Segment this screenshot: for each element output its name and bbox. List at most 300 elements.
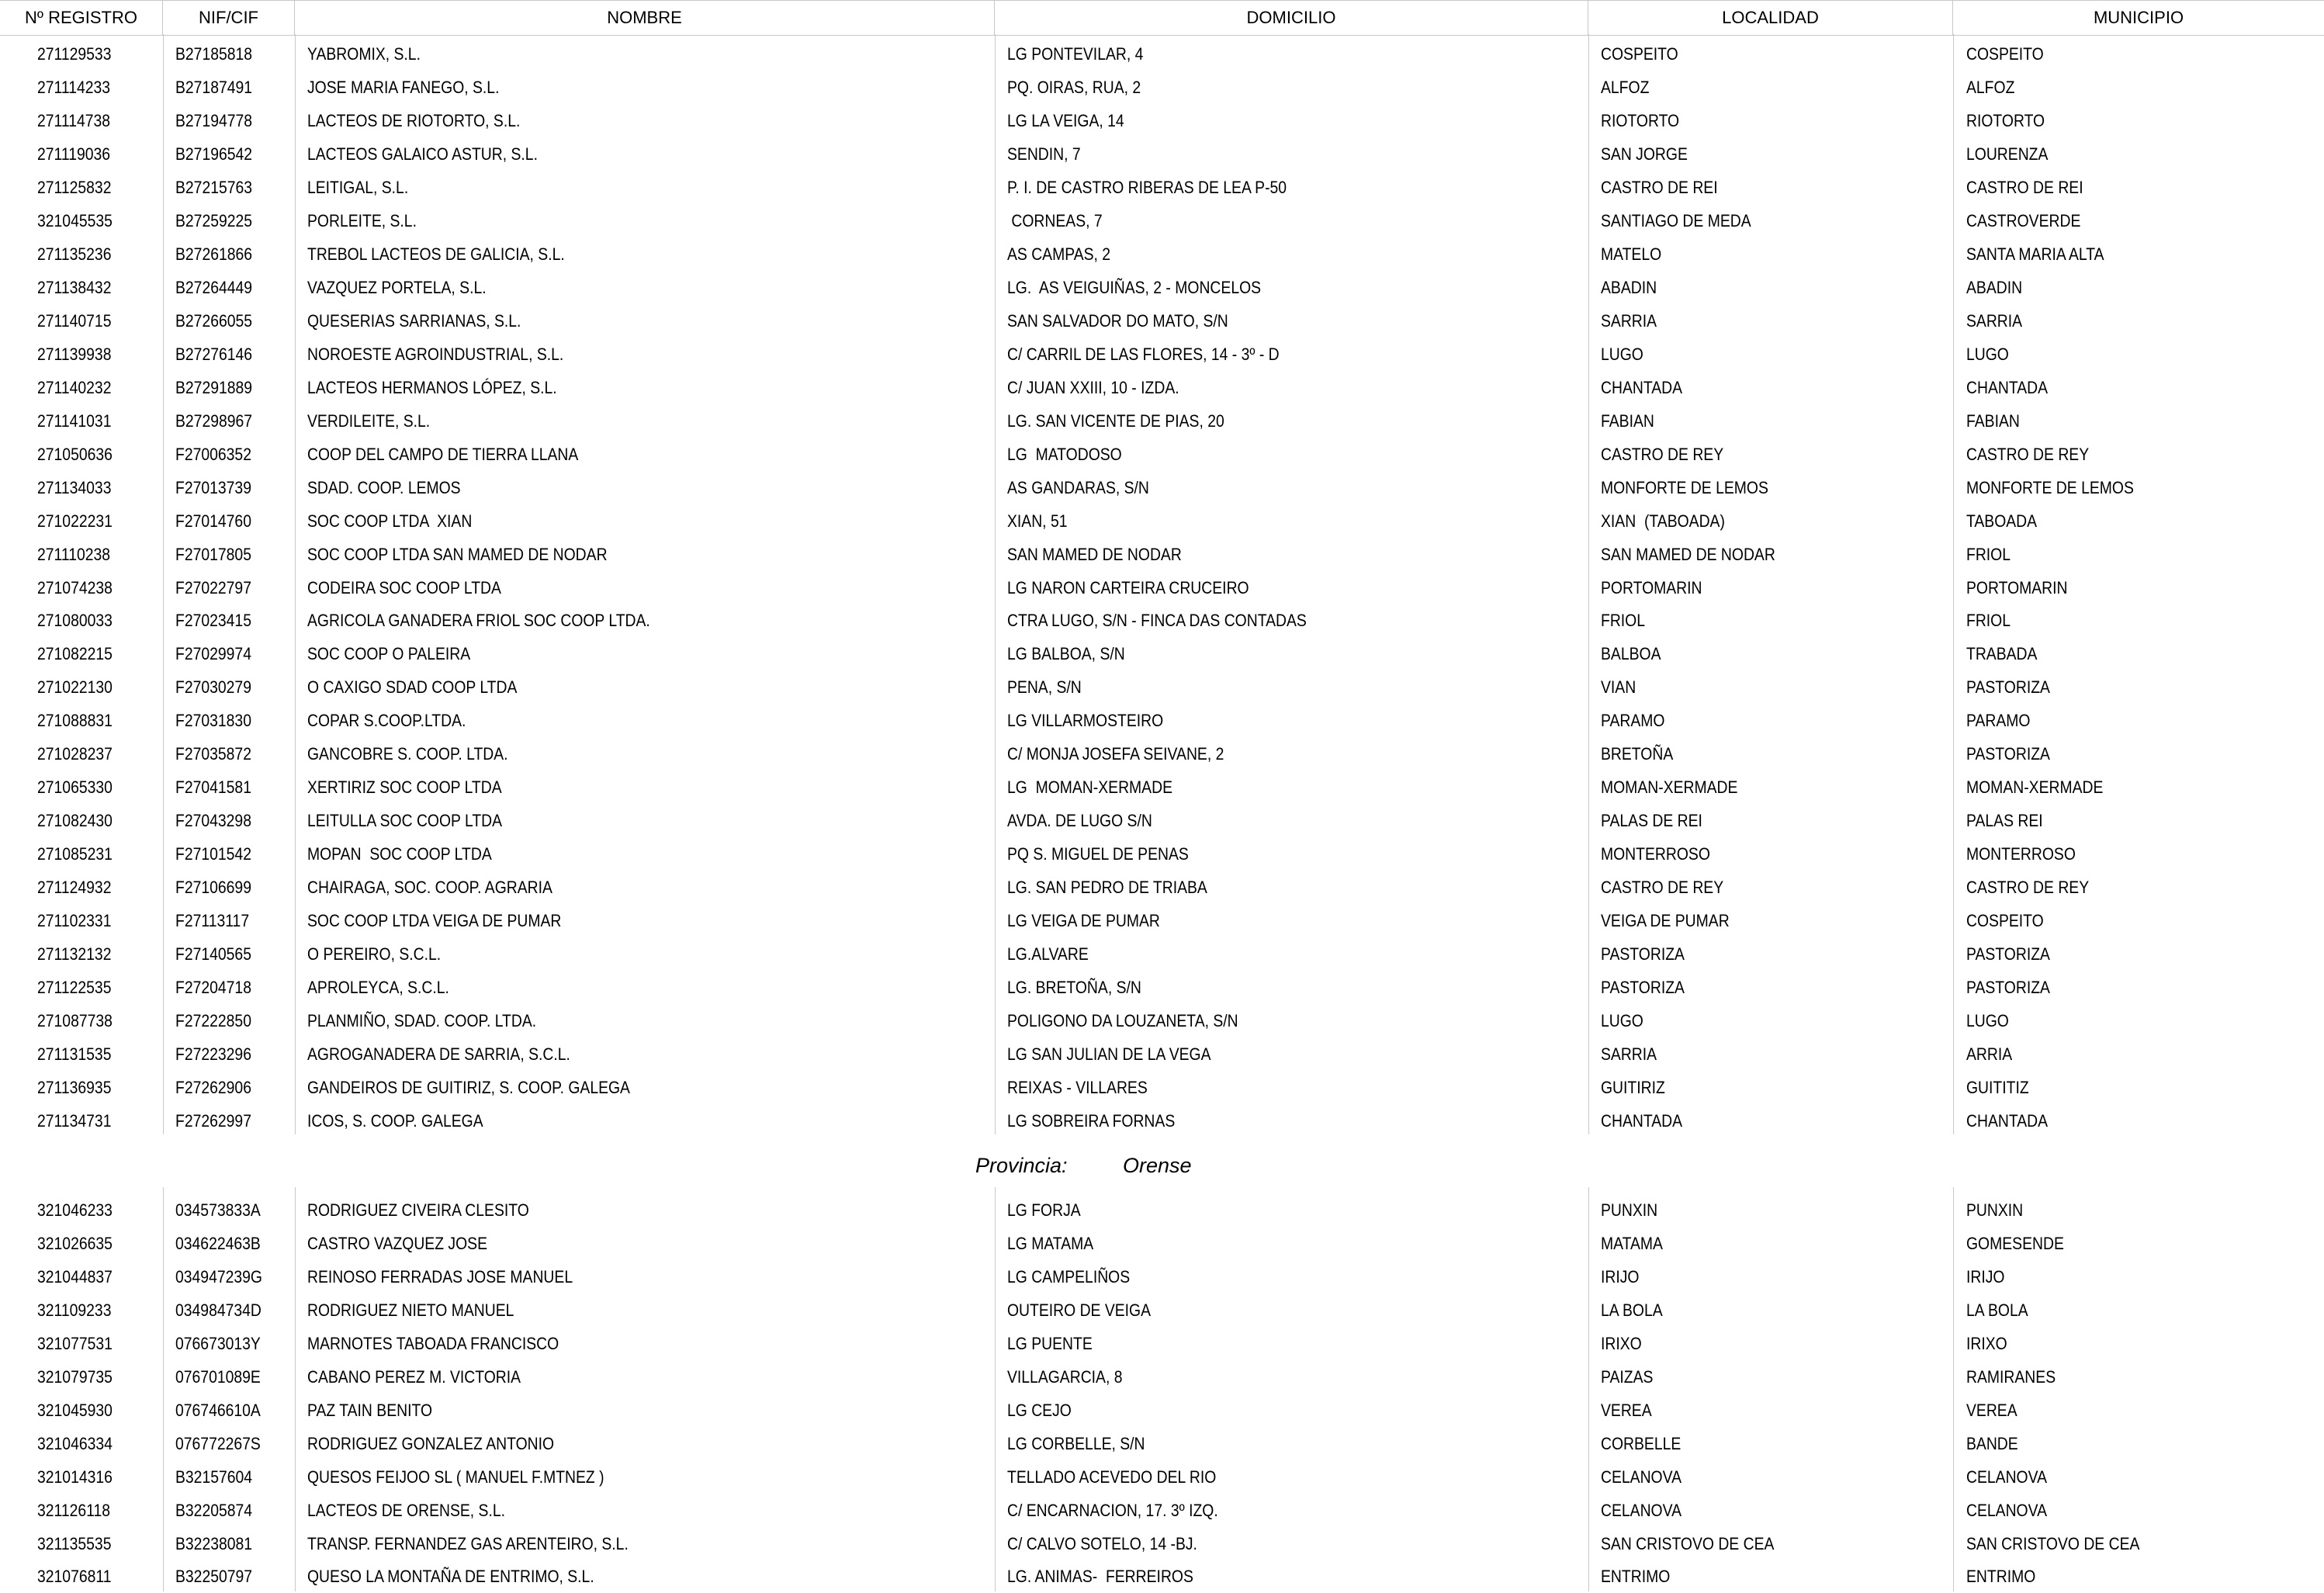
cell-municipio: ENTRIMO	[1966, 1567, 2036, 1587]
cell-nif: B27185818	[175, 44, 253, 64]
cell-registro: 321026635	[37, 1233, 113, 1253]
cell-domicilio: CTRA LUGO, S/N - FINCA DAS CONTADAS	[1007, 611, 1307, 631]
cell-municipio: CASTRO DE REY	[1966, 878, 2090, 898]
table-row	[0, 571, 2324, 604]
cell-municipio: ARRIA	[1966, 1044, 2013, 1065]
cell-nombre: GANCOBRE S. COOP. LTDA.	[307, 744, 508, 764]
cell-municipio: CASTRO DE REI	[1966, 177, 2083, 197]
cell-registro: 321044837	[37, 1266, 113, 1287]
cell-nombre: XERTIRIZ SOC COOP LTDA	[307, 777, 502, 798]
cell-nif: 034984734D	[175, 1300, 261, 1320]
cell-localidad: GUITIRIZ	[1601, 1078, 1665, 1098]
cell-municipio: TRABADA	[1966, 644, 2038, 664]
cell-localidad: ALFOZ	[1601, 77, 1650, 97]
cell-municipio: PASTORIZA	[1966, 677, 2050, 698]
header-nif: NIF/CIF	[163, 1, 295, 35]
table-row	[0, 804, 2324, 837]
cell-municipio: MOMAN-XERMADE	[1966, 777, 2104, 798]
cell-registro: 271124932	[37, 878, 112, 898]
cell-municipio: LA BOLA	[1966, 1300, 2028, 1320]
cell-domicilio: AS CAMPAS, 2	[1007, 244, 1111, 264]
cell-domicilio: PENA, S/N	[1007, 677, 1082, 698]
cell-domicilio: POLIGONO DA LOUZANETA, S/N	[1007, 1011, 1238, 1031]
cell-domicilio: LG. SAN PEDRO DE TRIABA	[1007, 878, 1207, 898]
cell-nif: F27023415	[175, 611, 251, 631]
cell-nombre: JOSE MARIA FANEGO, S.L.	[307, 77, 500, 97]
cell-registro: 271082430	[37, 811, 113, 831]
cell-municipio: CELANOVA	[1966, 1467, 2048, 1487]
cell-nif: F27262906	[175, 1078, 251, 1098]
cell-municipio: ABADIN	[1966, 277, 2023, 297]
cell-municipio: LUGO	[1966, 1011, 2009, 1031]
cell-localidad: XIAN (TABOADA)	[1601, 511, 1725, 531]
cell-registro: 271028237	[37, 744, 113, 764]
table-row	[0, 904, 2324, 937]
cell-localidad: CELANOVA	[1601, 1467, 1682, 1487]
table-row	[0, 1104, 2324, 1138]
header-domicilio: DOMICILIO	[995, 1, 1588, 35]
table-row	[0, 637, 2324, 670]
cell-nif: B27187491	[175, 77, 253, 97]
cell-domicilio: LG.ALVARE	[1007, 944, 1089, 964]
cell-registro: 321045535	[37, 210, 113, 230]
cell-registro: 271022130	[37, 677, 113, 698]
cell-registro: 271085231	[37, 844, 113, 864]
cell-localidad: BRETOÑA	[1601, 744, 1674, 764]
cell-localidad: CHANTADA	[1601, 1111, 1683, 1131]
cell-domicilio: SENDIN, 7	[1007, 144, 1081, 164]
cell-registro: 271087738	[37, 1011, 113, 1031]
cell-nif: B27266055	[175, 310, 253, 331]
cell-domicilio: LG CEJO	[1007, 1400, 1072, 1420]
cell-nombre: REINOSO FERRADAS JOSE MANUEL	[307, 1266, 573, 1287]
cell-registro: 271082215	[37, 644, 113, 664]
cell-nombre: PAZ TAIN BENITO	[307, 1400, 433, 1420]
table-row	[0, 771, 2324, 804]
cell-domicilio: LG LA VEIGA, 14	[1007, 110, 1124, 130]
cell-nif: F27113117	[175, 911, 250, 931]
cell-registro: 321046233	[37, 1200, 113, 1220]
cell-nombre: COPAR S.COOP.LTDA.	[307, 711, 466, 731]
cell-domicilio: LG MATAMA	[1007, 1233, 1094, 1253]
cell-nombre: NOROESTE AGROINDUSTRIAL, S.L.	[307, 344, 564, 364]
cell-nif: F27262997	[175, 1111, 251, 1131]
table-row	[0, 1037, 2324, 1071]
cell-registro: 271110238	[37, 544, 111, 564]
cell-nombre: MOPAN SOC COOP LTDA	[307, 844, 492, 864]
table-row	[0, 1394, 2324, 1427]
cell-localidad: PAIZAS	[1601, 1366, 1654, 1387]
table-row	[0, 37, 2324, 71]
cell-nif: F27006352	[175, 444, 251, 464]
cell-registro: 271102331	[37, 911, 112, 931]
cell-nombre: QUESOS FEIJOO SL ( MANUEL F.MTNEZ )	[307, 1467, 604, 1487]
cell-nif: B27276146	[175, 344, 253, 364]
table-row	[0, 371, 2324, 404]
cell-nif: B27259225	[175, 210, 253, 230]
header-localidad: LOCALIDAD	[1588, 1, 1953, 35]
table-row	[0, 1071, 2324, 1104]
cell-localidad: VEREA	[1601, 1400, 1652, 1420]
table-row	[0, 404, 2324, 438]
cell-municipio: CELANOVA	[1966, 1500, 2048, 1520]
cell-nombre: LEITIGAL, S.L.	[307, 177, 409, 197]
cell-localidad: BALBOA	[1601, 644, 1661, 664]
cell-nombre: MARNOTES TABOADA FRANCISCO	[307, 1333, 559, 1353]
cell-registro: 271125832	[37, 177, 112, 197]
cell-localidad: SAN MAMED DE NODAR	[1601, 544, 1775, 564]
cell-nif: F27022797	[175, 577, 251, 597]
province-name: Orense	[1123, 1154, 1192, 1177]
cell-registro: 271138432	[37, 277, 112, 297]
cell-localidad: COSPEITO	[1601, 44, 1678, 64]
cell-nombre: SOC COOP LTDA VEIGA DE PUMAR	[307, 911, 562, 931]
cell-domicilio: LG PONTEVILAR, 4	[1007, 44, 1144, 64]
cell-domicilio: LG SAN JULIAN DE LA VEGA	[1007, 1044, 1211, 1065]
cell-localidad: RIOTORTO	[1601, 110, 1680, 130]
table-row	[0, 837, 2324, 871]
cell-domicilio: TELLADO ACEVEDO DEL RIO	[1007, 1467, 1217, 1487]
table-row	[0, 171, 2324, 204]
cell-localidad: CASTRO DE REY	[1601, 444, 1724, 464]
cell-nombre: O PEREIRO, S.C.L.	[307, 944, 442, 964]
cell-localidad: PORTOMARIN	[1601, 577, 1702, 597]
cell-registro: 271080033	[37, 611, 113, 631]
cell-localidad: ENTRIMO	[1601, 1567, 1671, 1587]
cell-registro: 271132132	[37, 944, 112, 964]
cell-registro: 321135535	[37, 1533, 112, 1553]
table-row	[0, 338, 2324, 371]
cell-nombre: SOC COOP O PALEIRA	[307, 644, 471, 664]
cell-registro: 271114233	[37, 77, 111, 97]
cell-nombre: RODRIGUEZ GONZALEZ ANTONIO	[307, 1433, 555, 1453]
cell-nif: F27223296	[175, 1044, 251, 1065]
cell-nif: B27194778	[175, 110, 253, 130]
cell-registro: 321126118	[37, 1500, 111, 1520]
table-row	[0, 704, 2324, 737]
cell-registro: 271074238	[37, 577, 113, 597]
cell-localidad: MATAMA	[1601, 1233, 1663, 1253]
cell-registro: 321076811	[37, 1567, 112, 1587]
cell-localidad: SARRIA	[1601, 310, 1657, 331]
cell-nombre: O CAXIGO SDAD COOP LTDA	[307, 677, 518, 698]
cell-nombre: LACTEOS HERMANOS LÓPEZ, S.L.	[307, 377, 557, 397]
cell-nif: B32205874	[175, 1500, 253, 1520]
cell-nombre: COOP DEL CAMPO DE TIERRA LLANA	[307, 444, 579, 464]
cell-domicilio: LG BALBOA, S/N	[1007, 644, 1125, 664]
cell-domicilio: LG NARON CARTEIRA CRUCEIRO	[1007, 577, 1249, 597]
cell-domicilio: LG. ANIMAS- FERREIROS	[1007, 1567, 1193, 1587]
cell-localidad: VIAN	[1601, 677, 1636, 698]
cell-nif: B27196542	[175, 144, 253, 164]
cell-localidad: FABIAN	[1601, 410, 1654, 431]
table-row	[0, 1560, 2324, 1593]
cell-domicilio: AS GANDARAS, S/N	[1007, 477, 1149, 497]
cell-municipio: SANTA MARIA ALTA	[1966, 244, 2104, 264]
table-row	[0, 237, 2324, 271]
cell-nombre: VERDILEITE, S.L.	[307, 410, 431, 431]
cell-domicilio: XIAN, 51	[1007, 511, 1068, 531]
cell-municipio: COSPEITO	[1966, 44, 2044, 64]
cell-localidad: SAN CRISTOVO DE CEA	[1601, 1533, 1775, 1553]
cell-nombre: TRANSP. FERNANDEZ GAS ARENTEIRO, S.L.	[307, 1533, 629, 1553]
cell-localidad: MOMAN-XERMADE	[1601, 777, 1738, 798]
cell-nif: F27030279	[175, 677, 251, 698]
table-row	[0, 438, 2324, 471]
cell-nif: B32250797	[175, 1567, 253, 1587]
cell-domicilio: SAN MAMED DE NODAR	[1007, 544, 1182, 564]
cell-domicilio: C/ CALVO SOTELO, 14 -BJ.	[1007, 1533, 1197, 1553]
cell-localidad: LA BOLA	[1601, 1300, 1663, 1320]
cell-localidad: CELANOVA	[1601, 1500, 1682, 1520]
cell-localidad: SAN JORGE	[1601, 144, 1688, 164]
cell-domicilio: LG VEIGA DE PUMAR	[1007, 911, 1160, 931]
cell-domicilio: LG. BRETOÑA, S/N	[1007, 978, 1141, 998]
cell-localidad: CORBELLE	[1601, 1433, 1682, 1453]
cell-municipio: PUNXIN	[1966, 1200, 2024, 1220]
cell-nif: B27298967	[175, 410, 253, 431]
cell-municipio: PASTORIZA	[1966, 944, 2050, 964]
cell-registro: 271119036	[37, 144, 111, 164]
table-row	[0, 1260, 2324, 1293]
table-row	[0, 1227, 2324, 1260]
cell-nombre: QUESO LA MONTAÑA DE ENTRIMO, S.L.	[307, 1567, 594, 1587]
cell-municipio: IRIJO	[1966, 1266, 2005, 1287]
cell-nombre: VAZQUEZ PORTELA, S.L.	[307, 277, 487, 297]
cell-nif: 076701089E	[175, 1366, 261, 1387]
cell-registro: 271131535	[37, 1044, 112, 1065]
cell-nif: F27106699	[175, 878, 251, 898]
cell-domicilio: C/ CARRIL DE LAS FLORES, 14 - 3º - D	[1007, 344, 1280, 364]
cell-nombre: AGROGANADERA DE SARRIA, S.C.L.	[307, 1044, 570, 1065]
cell-nif: B27291889	[175, 377, 253, 397]
cell-localidad: MATELO	[1601, 244, 1662, 264]
cell-domicilio: LG CAMPELIÑOS	[1007, 1266, 1131, 1287]
cell-domicilio: LG CORBELLE, S/N	[1007, 1433, 1145, 1453]
cell-registro: 271140715	[37, 310, 112, 331]
cell-municipio: ALFOZ	[1966, 77, 2015, 97]
cell-nombre: SOC COOP LTDA SAN MAMED DE NODAR	[307, 544, 608, 564]
table-row	[0, 937, 2324, 971]
cell-nombre: CODEIRA SOC COOP LTDA	[307, 577, 501, 597]
cell-nif: B27215763	[175, 177, 253, 197]
cell-municipio: CHANTADA	[1966, 377, 2049, 397]
cell-domicilio: LG FORJA	[1007, 1200, 1081, 1220]
cell-nif: 076673013Y	[175, 1333, 261, 1353]
cell-localidad: MONTERROSO	[1601, 844, 1710, 864]
table-row	[0, 204, 2324, 237]
cell-municipio: FABIAN	[1966, 410, 2020, 431]
cell-registro: 271114738	[37, 110, 111, 130]
cell-municipio: PASTORIZA	[1966, 978, 2050, 998]
cell-localidad: CASTRO DE REI	[1601, 177, 1718, 197]
cell-registro: 271141031	[37, 410, 112, 431]
cell-nif: F27043298	[175, 811, 251, 831]
cell-localidad: PARAMO	[1601, 711, 1665, 731]
cell-domicilio: AVDA. DE LUGO S/N	[1007, 811, 1152, 831]
cell-nif: 076772267S	[175, 1433, 261, 1453]
cell-nif: 034573833A	[175, 1200, 261, 1220]
cell-domicilio: LG SOBREIRA FORNAS	[1007, 1111, 1176, 1131]
table-row	[0, 670, 2324, 704]
cell-localidad: CASTRO DE REY	[1601, 878, 1724, 898]
cell-nombre: LACTEOS GALAICO ASTUR, S.L.	[307, 144, 538, 164]
cell-nombre: SOC COOP LTDA XIAN	[307, 511, 473, 531]
cell-localidad: PASTORIZA	[1601, 944, 1685, 964]
cell-registro: 321046334	[37, 1433, 113, 1453]
cell-domicilio: CORNEAS, 7	[1007, 210, 1103, 230]
cell-localidad: ABADIN	[1601, 277, 1657, 297]
cell-municipio: CHANTADA	[1966, 1111, 2049, 1131]
cell-nombre: PLANMIÑO, SDAD. COOP. LTDA.	[307, 1011, 537, 1031]
cell-localidad: IRIXO	[1601, 1333, 1642, 1353]
cell-nif: B32238081	[175, 1533, 253, 1553]
cell-domicilio: SAN SALVADOR DO MATO, S/N	[1007, 310, 1228, 331]
cell-nombre: AGRICOLA GANADERA FRIOL SOC COOP LTDA.	[307, 611, 650, 631]
cell-nombre: LACTEOS DE ORENSE, S.L.	[307, 1500, 505, 1520]
cell-registro: 271065330	[37, 777, 113, 798]
cell-municipio: VEREA	[1966, 1400, 2017, 1420]
cell-domicilio: REIXAS - VILLARES	[1007, 1078, 1148, 1098]
cell-domicilio: PQ S. MIGUEL DE PENAS	[1007, 844, 1189, 864]
cell-nif: F27222850	[175, 1011, 251, 1031]
cell-nombre: QUESERIAS SARRIANAS, S.L.	[307, 310, 521, 331]
cell-municipio: IRIXO	[1966, 1333, 2007, 1353]
cell-nombre: GANDEIROS DE GUITIRIZ, S. COOP. GALEGA	[307, 1078, 630, 1098]
table-row	[0, 1494, 2324, 1527]
table-row	[0, 871, 2324, 904]
cell-nif: F27031830	[175, 711, 251, 731]
cell-domicilio: P. I. DE CASTRO RIBERAS DE LEA P-50	[1007, 177, 1287, 197]
cell-localidad: VEIGA DE PUMAR	[1601, 911, 1730, 931]
cell-municipio: BANDE	[1966, 1433, 2018, 1453]
cell-registro: 321079735	[37, 1366, 113, 1387]
cell-nif: F27204718	[175, 978, 251, 998]
cell-domicilio: LG VILLARMOSTEIRO	[1007, 711, 1164, 731]
cell-domicilio: C/ JUAN XXIII, 10 - IZDA.	[1007, 377, 1179, 397]
cell-registro: 271134731	[37, 1111, 112, 1131]
cell-localidad: CHANTADA	[1601, 377, 1683, 397]
cell-localidad: SARRIA	[1601, 1044, 1657, 1065]
header-nombre: NOMBRE	[295, 1, 995, 35]
cell-municipio: CASTRO DE REY	[1966, 444, 2090, 464]
cell-municipio: GOMESENDE	[1966, 1233, 2064, 1253]
cell-municipio: MONFORTE DE LEMOS	[1966, 477, 2134, 497]
cell-nif: F27140565	[175, 944, 251, 964]
table-row	[0, 504, 2324, 538]
cell-localidad: PASTORIZA	[1601, 978, 1685, 998]
cell-municipio: CASTROVERDE	[1966, 210, 2081, 230]
table-row	[0, 1293, 2324, 1327]
cell-localidad: IRIJO	[1601, 1266, 1640, 1287]
cell-localidad: PUNXIN	[1601, 1200, 1658, 1220]
cell-registro: 271088831	[37, 711, 113, 731]
cell-domicilio: LG. AS VEIGUIÑAS, 2 - MONCELOS	[1007, 277, 1262, 297]
cell-municipio: GUITITIZ	[1966, 1078, 2029, 1098]
cell-domicilio: OUTEIRO DE VEIGA	[1007, 1300, 1152, 1320]
table-row	[0, 271, 2324, 304]
cell-nombre: TREBOL LACTEOS DE GALICIA, S.L.	[307, 244, 565, 264]
cell-registro: 271139938	[37, 344, 112, 364]
cell-registro: 271050636	[37, 444, 113, 464]
table-row	[0, 604, 2324, 637]
cell-localidad: LUGO	[1601, 1011, 1643, 1031]
cell-nombre: APROLEYCA, S.C.L.	[307, 978, 449, 998]
header-registro: Nº REGISTRO	[0, 1, 163, 35]
cell-municipio: COSPEITO	[1966, 911, 2044, 931]
cell-domicilio: VILLAGARCIA, 8	[1007, 1366, 1123, 1387]
cell-nif: F27029974	[175, 644, 251, 664]
cell-nif: F27013739	[175, 477, 251, 497]
table-row	[0, 1460, 2324, 1494]
cell-nif: F27035872	[175, 744, 251, 764]
cell-municipio: LUGO	[1966, 344, 2009, 364]
cell-municipio: FRIOL	[1966, 544, 2011, 564]
cell-registro: 321109233	[37, 1300, 112, 1320]
cell-registro: 321077531	[37, 1333, 113, 1353]
table-row	[0, 971, 2324, 1004]
table-header	[0, 0, 2324, 36]
cell-registro: 271136935	[37, 1078, 112, 1098]
cell-municipio: PASTORIZA	[1966, 744, 2050, 764]
cell-registro: 271140232	[37, 377, 112, 397]
cell-registro: 271022231	[37, 511, 113, 531]
cell-registro: 271122535	[37, 978, 112, 998]
cell-localidad: SANTIAGO DE MEDA	[1601, 210, 1751, 230]
cell-municipio: SAN CRISTOVO DE CEA	[1966, 1533, 2140, 1553]
cell-municipio: PALAS REI	[1966, 811, 2043, 831]
cell-nombre: CHAIRAGA, SOC. COOP. AGRARIA	[307, 878, 552, 898]
cell-nombre: RODRIGUEZ NIETO MANUEL	[307, 1300, 514, 1320]
table-row	[0, 71, 2324, 104]
cell-domicilio: LG. SAN VICENTE DE PIAS, 20	[1007, 410, 1224, 431]
cell-municipio: MONTERROSO	[1966, 844, 2076, 864]
cell-nif: F27101542	[175, 844, 251, 864]
cell-domicilio: LG MATODOSO	[1007, 444, 1122, 464]
cell-nombre: RODRIGUEZ CIVEIRA CLESITO	[307, 1200, 529, 1220]
cell-registro: 271129533	[37, 44, 112, 64]
cell-nombre: ICOS, S. COOP. GALEGA	[307, 1111, 483, 1131]
cell-localidad: FRIOL	[1601, 611, 1646, 631]
cell-municipio: PORTOMARIN	[1966, 577, 2068, 597]
province-label: Provincia:	[975, 1154, 1068, 1177]
table-row	[0, 471, 2324, 504]
table-row	[0, 1360, 2324, 1394]
cell-nif: 034622463B	[175, 1233, 261, 1253]
cell-municipio: PARAMO	[1966, 711, 2031, 731]
cell-registro: 321045930	[37, 1400, 113, 1420]
cell-registro: 271134033	[37, 477, 112, 497]
cell-domicilio: C/ MONJA JOSEFA SEIVANE, 2	[1007, 744, 1224, 764]
cell-nif: F27014760	[175, 511, 251, 531]
cell-municipio: RAMIRANES	[1966, 1366, 2056, 1387]
cell-localidad: LUGO	[1601, 344, 1643, 364]
cell-localidad: PALAS DE REI	[1601, 811, 1702, 831]
cell-nif: F27017805	[175, 544, 251, 564]
cell-municipio: SARRIA	[1966, 310, 2023, 331]
cell-domicilio: LG MOMAN-XERMADE	[1007, 777, 1172, 798]
table-row	[0, 1004, 2324, 1037]
table-row	[0, 538, 2324, 571]
cell-domicilio: LG PUENTE	[1007, 1333, 1093, 1353]
cell-localidad: MONFORTE DE LEMOS	[1601, 477, 1768, 497]
table-row	[0, 1327, 2324, 1360]
cell-nif: B32157604	[175, 1467, 253, 1487]
cell-nombre: CABANO PEREZ M. VICTORIA	[307, 1366, 521, 1387]
cell-municipio: LOURENZA	[1966, 144, 2049, 164]
cell-registro: 271135236	[37, 244, 112, 264]
cell-municipio: FRIOL	[1966, 611, 2011, 631]
